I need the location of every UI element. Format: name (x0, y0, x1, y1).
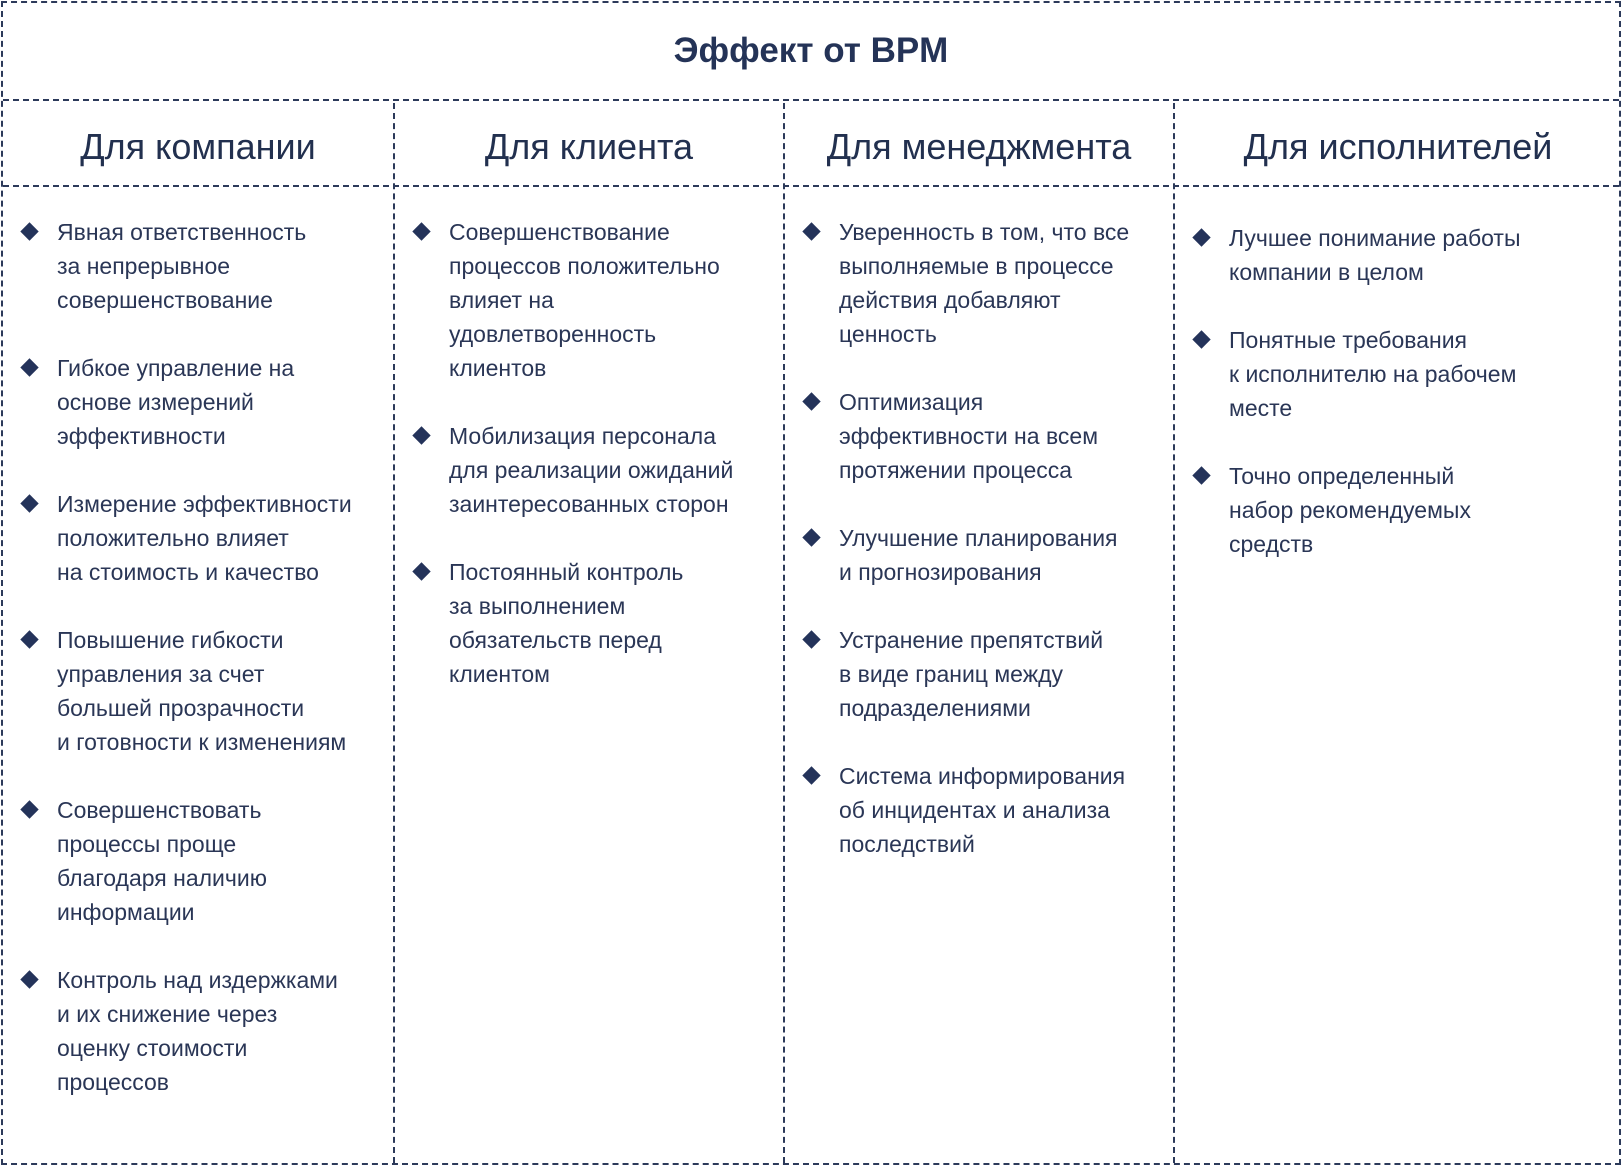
list-item (3, 351, 393, 453)
list-item (785, 385, 1173, 487)
diamond-bullet-icon (1192, 330, 1210, 348)
diamond-bullet-icon (20, 970, 38, 988)
column-management (785, 103, 1173, 1163)
item-text: Лучшее понимание работы компании в целом (1229, 225, 1521, 285)
diamond-bullet-icon (20, 800, 38, 818)
item-text: Улучшение планирования и прогнозирования (839, 525, 1118, 585)
list-item (3, 793, 393, 929)
column-executors (1175, 103, 1621, 1163)
item-text: Постоянный контроль за выполнением обязательств перед клиентом (449, 559, 684, 687)
list-item (1175, 459, 1621, 561)
list-item (1175, 221, 1621, 289)
list-item (785, 623, 1173, 725)
item-text: Устранение препятствий в виде границ между подразделениями (839, 627, 1104, 721)
item-text: Уверенность в том, что все выполняемые в процессе действия добавляют ценность (839, 219, 1130, 347)
diamond-bullet-icon (20, 494, 38, 512)
item-list (395, 215, 783, 691)
item-list (3, 215, 393, 1099)
list-item (3, 215, 393, 317)
diamond-bullet-icon (802, 528, 820, 546)
item-text: Измерение эффективности положительно влияет на стоимость и качество (57, 491, 352, 585)
diamond-bullet-icon (412, 562, 430, 580)
list-item (3, 623, 393, 759)
title-divider (3, 99, 1619, 101)
list-item (3, 963, 393, 1099)
diamond-bullet-icon (20, 630, 38, 648)
column-company (3, 103, 393, 1163)
list-item (395, 419, 783, 521)
list-item (785, 521, 1173, 589)
list-item (3, 487, 393, 589)
diamond-bullet-icon (412, 426, 430, 444)
column-heading: Для исполнителей (1243, 126, 1553, 167)
diagram-title: Эффект от BPM (673, 31, 949, 70)
list-item (395, 555, 783, 691)
diamond-bullet-icon (20, 358, 38, 376)
column-heading: Для менеджмента (826, 126, 1132, 167)
item-list (1175, 221, 1621, 561)
diamond-bullet-icon (1192, 466, 1210, 484)
column-client (395, 103, 783, 1163)
item-text: Система информирования об инцидентах и анализа последствий (839, 763, 1126, 857)
item-list (785, 215, 1173, 861)
list-item (785, 215, 1173, 351)
diamond-bullet-icon (802, 392, 820, 410)
item-text: Совершенствовать процессы проще благодаря наличию информации (57, 797, 267, 925)
diamond-bullet-icon (1192, 228, 1210, 246)
title-row (3, 3, 1619, 103)
column-heading: Для клиента (484, 126, 694, 167)
item-text: Точно определенный набор рекомендуемых средств (1229, 463, 1471, 557)
item-text: Явная ответственность за непрерывное совершенствование (57, 219, 307, 313)
diamond-bullet-icon (802, 222, 820, 240)
diamond-bullet-icon (412, 222, 430, 240)
list-item (1175, 323, 1621, 425)
item-text: Мобилизация персонала для реализации ожиданий заинтересованных сторон (449, 423, 734, 517)
item-text: Понятные требования к исполнителю на рабочем месте (1229, 327, 1517, 421)
list-item (395, 215, 783, 385)
item-text: Оптимизация эффективности на всем протяжении процесса (839, 389, 1099, 483)
item-text: Повышение гибкости управления за счет большей прозрачности и готовности к изменениям (57, 627, 347, 755)
item-text: Совершенствование процессов положительно влияет на удовлетворенность клиентов (449, 219, 720, 381)
item-text: Контроль над издержками и их снижение через оценку стоимости процессов (57, 967, 338, 1095)
item-text: Гибкое управление на основе измерений эффективности (57, 355, 295, 449)
column-heading: Для компании (80, 126, 316, 167)
diamond-bullet-icon (802, 766, 820, 784)
diamond-bullet-icon (20, 222, 38, 240)
list-item (785, 759, 1173, 861)
diamond-bullet-icon (802, 630, 820, 648)
diagram-frame (1, 1, 1621, 1165)
